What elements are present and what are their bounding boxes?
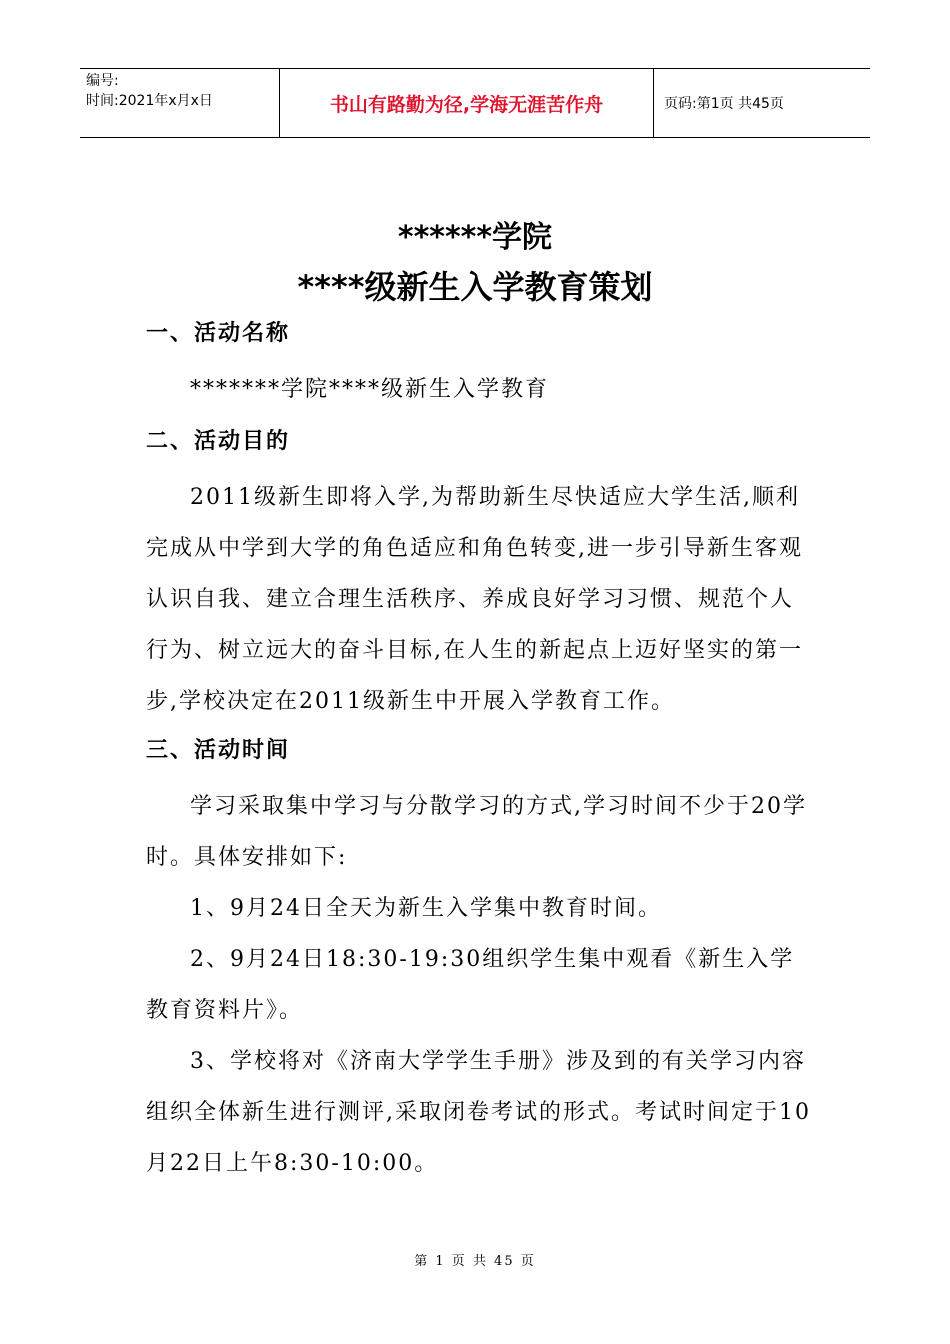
section-paragraph: 学习采取集中学习与分散学习的方式,学习时间不少于20学时。具体安排如下:	[146, 794, 807, 870]
number-label: 编号:	[86, 73, 119, 89]
section-heading-purpose: 二、活动目的	[146, 429, 291, 454]
header-meta	[80, 69, 280, 137]
section-heading-name: 一、活动名称	[146, 321, 291, 346]
section-paragraph: 1、9月24日全天为新生入学集中教育时间。	[190, 896, 662, 921]
section-paragraph: 2、9月24日18:30-19:30组织学生集中观看《新生入学教育资料片》。	[146, 947, 795, 1023]
time-label: 时间:2021年x月x日	[86, 93, 213, 109]
page-header	[80, 68, 870, 138]
header-page-info: 页码:第1页 共45页	[664, 96, 784, 112]
section-paragraph: 3、学校将对《济南大学学生手册》涉及到的有关学习内容组织全体新生进行测评,采取闭卷考试的形式。考试时间定于10月22日上午8:30-10:00。	[146, 1049, 811, 1176]
document-title-line2: ****级新生入学教育策划	[297, 268, 653, 306]
document-title-line1: ******学院	[397, 220, 553, 255]
document-body	[146, 312, 816, 1189]
header-motto: 书山有路勤为径,学海无涯苦作舟	[280, 69, 654, 137]
page-footer: 第 1 页 共 45 页	[414, 1254, 536, 1269]
section-paragraph: *******学院****级新生入学教育	[190, 377, 550, 402]
section-paragraph: 2011级新生即将入学,为帮助新生尽快适应大学生活,顺利完成从中学到大学的角色适应和角色转变,进一步引导新生客观认识自我、建立合理生活秩序、养成良好学习习惯、规范个人行为、树立远大的奋斗目标,在人生的新起点上迈好坚实的第一步,学校决定在2011级新生中开展入学教育工作。	[146, 485, 803, 714]
section-heading-time: 三、活动时间	[146, 738, 291, 763]
